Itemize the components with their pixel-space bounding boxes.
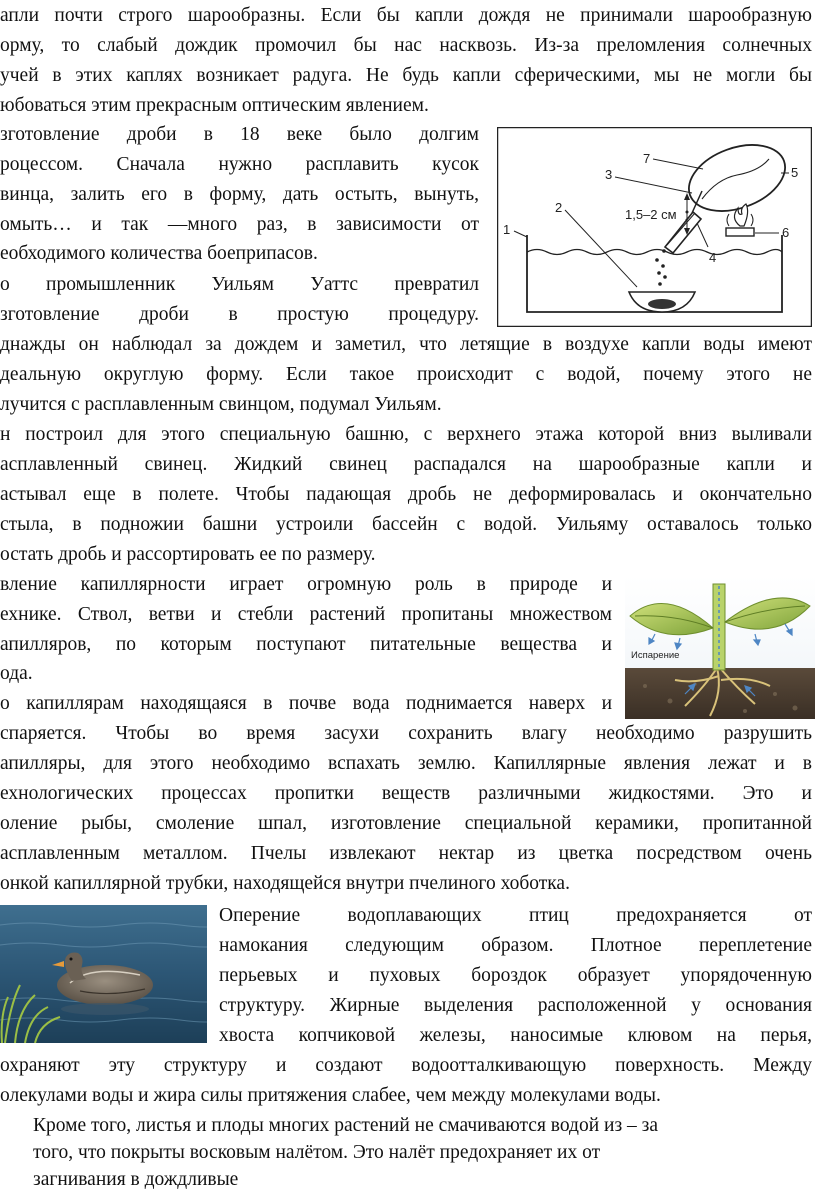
text-line: апилляры, для этого необходимо вспахать землю. Капиллярные явления лежат и в [0,753,812,774]
text-line: намокания следующим образом. Плотное переплетение [219,935,812,956]
text-line: о промышленник Уильям Уаттс превратил [0,274,479,295]
text-line: орму, то слабый дождик промочил бы нас насквозь. Из-за преломления солнечных [0,35,812,56]
text-line: юбоваться этим прекрасным оптическим явлением. [0,95,429,116]
text-line: ехнике. Ствол, ветви и стебли растений пропитаны множеством [0,604,612,625]
text-line: н построил для этого специальную башню, с верхнего этажа которой вниз выливали [0,424,812,445]
text-line: асплавленный свинец. Жидкий свинец распадался на шарообразные капли и [0,454,812,475]
text-line: винца, залить его в форму, дать остыть, вынуть, [0,184,479,205]
text-line: охраняют эту структуру и создают водоотталкивающую поверхность. Между [0,1055,812,1076]
text-line: стыла, в подножии башни устроили бассейн с водой. Уильяму оставалось только [0,514,812,535]
figure-label-4: 4 [709,250,717,265]
figure-label-7: 7 [643,151,651,166]
figure-label-1: 1 [503,222,511,237]
text-line: лучится с расплавленным свинцом, подумал Уильям. [0,394,442,415]
text-line: загнивания в дождливые [33,1169,239,1190]
shot-apparatus-figure [497,127,812,327]
text-line: о капиллярам находящаяся в почве вода поднимается наверх и [0,693,612,714]
text-line: астывал еще в полете. Чтобы падающая дробь не деформировалась и окончательно [0,484,812,505]
figure-label-6: 6 [782,225,790,240]
text-line: спаряется. Чтобы во время засухи сохранить влагу необходимо разрушить [0,723,812,744]
text-line: Оперение водоплавающих птиц предохраняется от [219,905,812,926]
text-line: остать дробь и рассортировать ее по размеру. [0,544,376,565]
text-line: апли почти строго шарообразны. Если бы капли дождя не принимали шарообразную [0,5,812,26]
text-line: того, что покрыты восковым налётом. Это налёт предохраняет их от [33,1142,601,1163]
text-line: структуру. Жирные выделения расположенной у основания [219,995,812,1016]
dimension-label: 1,5–2 см [625,207,677,222]
text-line: днажды он наблюдал за дождем и заметил, что летящие в воздухе капли воды имеют [0,334,812,355]
text-line: Кроме того, листья и плоды многих растений не смачиваются водой из – за [33,1115,659,1136]
text-line: оление рыбы, смоление шпал, изготовление специальной керамики, пропитанной [0,813,812,834]
text-line: асплавленным металлом. Пчелы извлекают нектар из цветка посредством очень [0,843,812,864]
text-line: онкой капиллярной трубки, находящейся внутри пчелиного хоботка. [0,873,570,894]
plant-capillary-figure [625,576,815,719]
text-line: зготовление дроби в 18 веке было долгим [0,124,479,145]
text-line: ода. [0,663,33,684]
text-line: зготовление дроби в простую процедуру. [0,304,479,325]
text-line: олекулами воды и жира силы притяжения слабее, чем между молекулами воды. [0,1085,661,1106]
goose-photo [0,905,207,1043]
text-line: омыть… и так —много раз, в зависимости от [0,214,479,235]
figure-label-5: 5 [791,165,799,180]
text-line: вление капиллярности играет огромную роль в природе и [0,574,612,595]
text-line: еобходимого количества боеприпасов. [0,243,318,264]
evaporation-label: Испарение [631,650,680,661]
text-line: перьевых и пуховых бороздок образует упорядоченную [219,965,812,986]
text-line: ехнологических процессах пропитки веществ различными жидкостями. Это и [0,783,812,804]
text-line: апилляров, по которым поступают питательные вещества и [0,634,612,655]
text-line: учей в этих каплях возникает радуга. Не будь капли сферическими, мы не могли бы [0,65,812,86]
text-line: хвоста копчиковой железы, наносимые клювом на перья, [219,1025,812,1046]
text-line: деальную округлую форму. Если такое происходит с водой, почему этого не [0,364,812,385]
figure-label-2: 2 [555,200,563,215]
text-line: роцессом. Сначала нужно расплавить кусок [0,154,479,175]
figure-label-3: 3 [605,167,613,182]
